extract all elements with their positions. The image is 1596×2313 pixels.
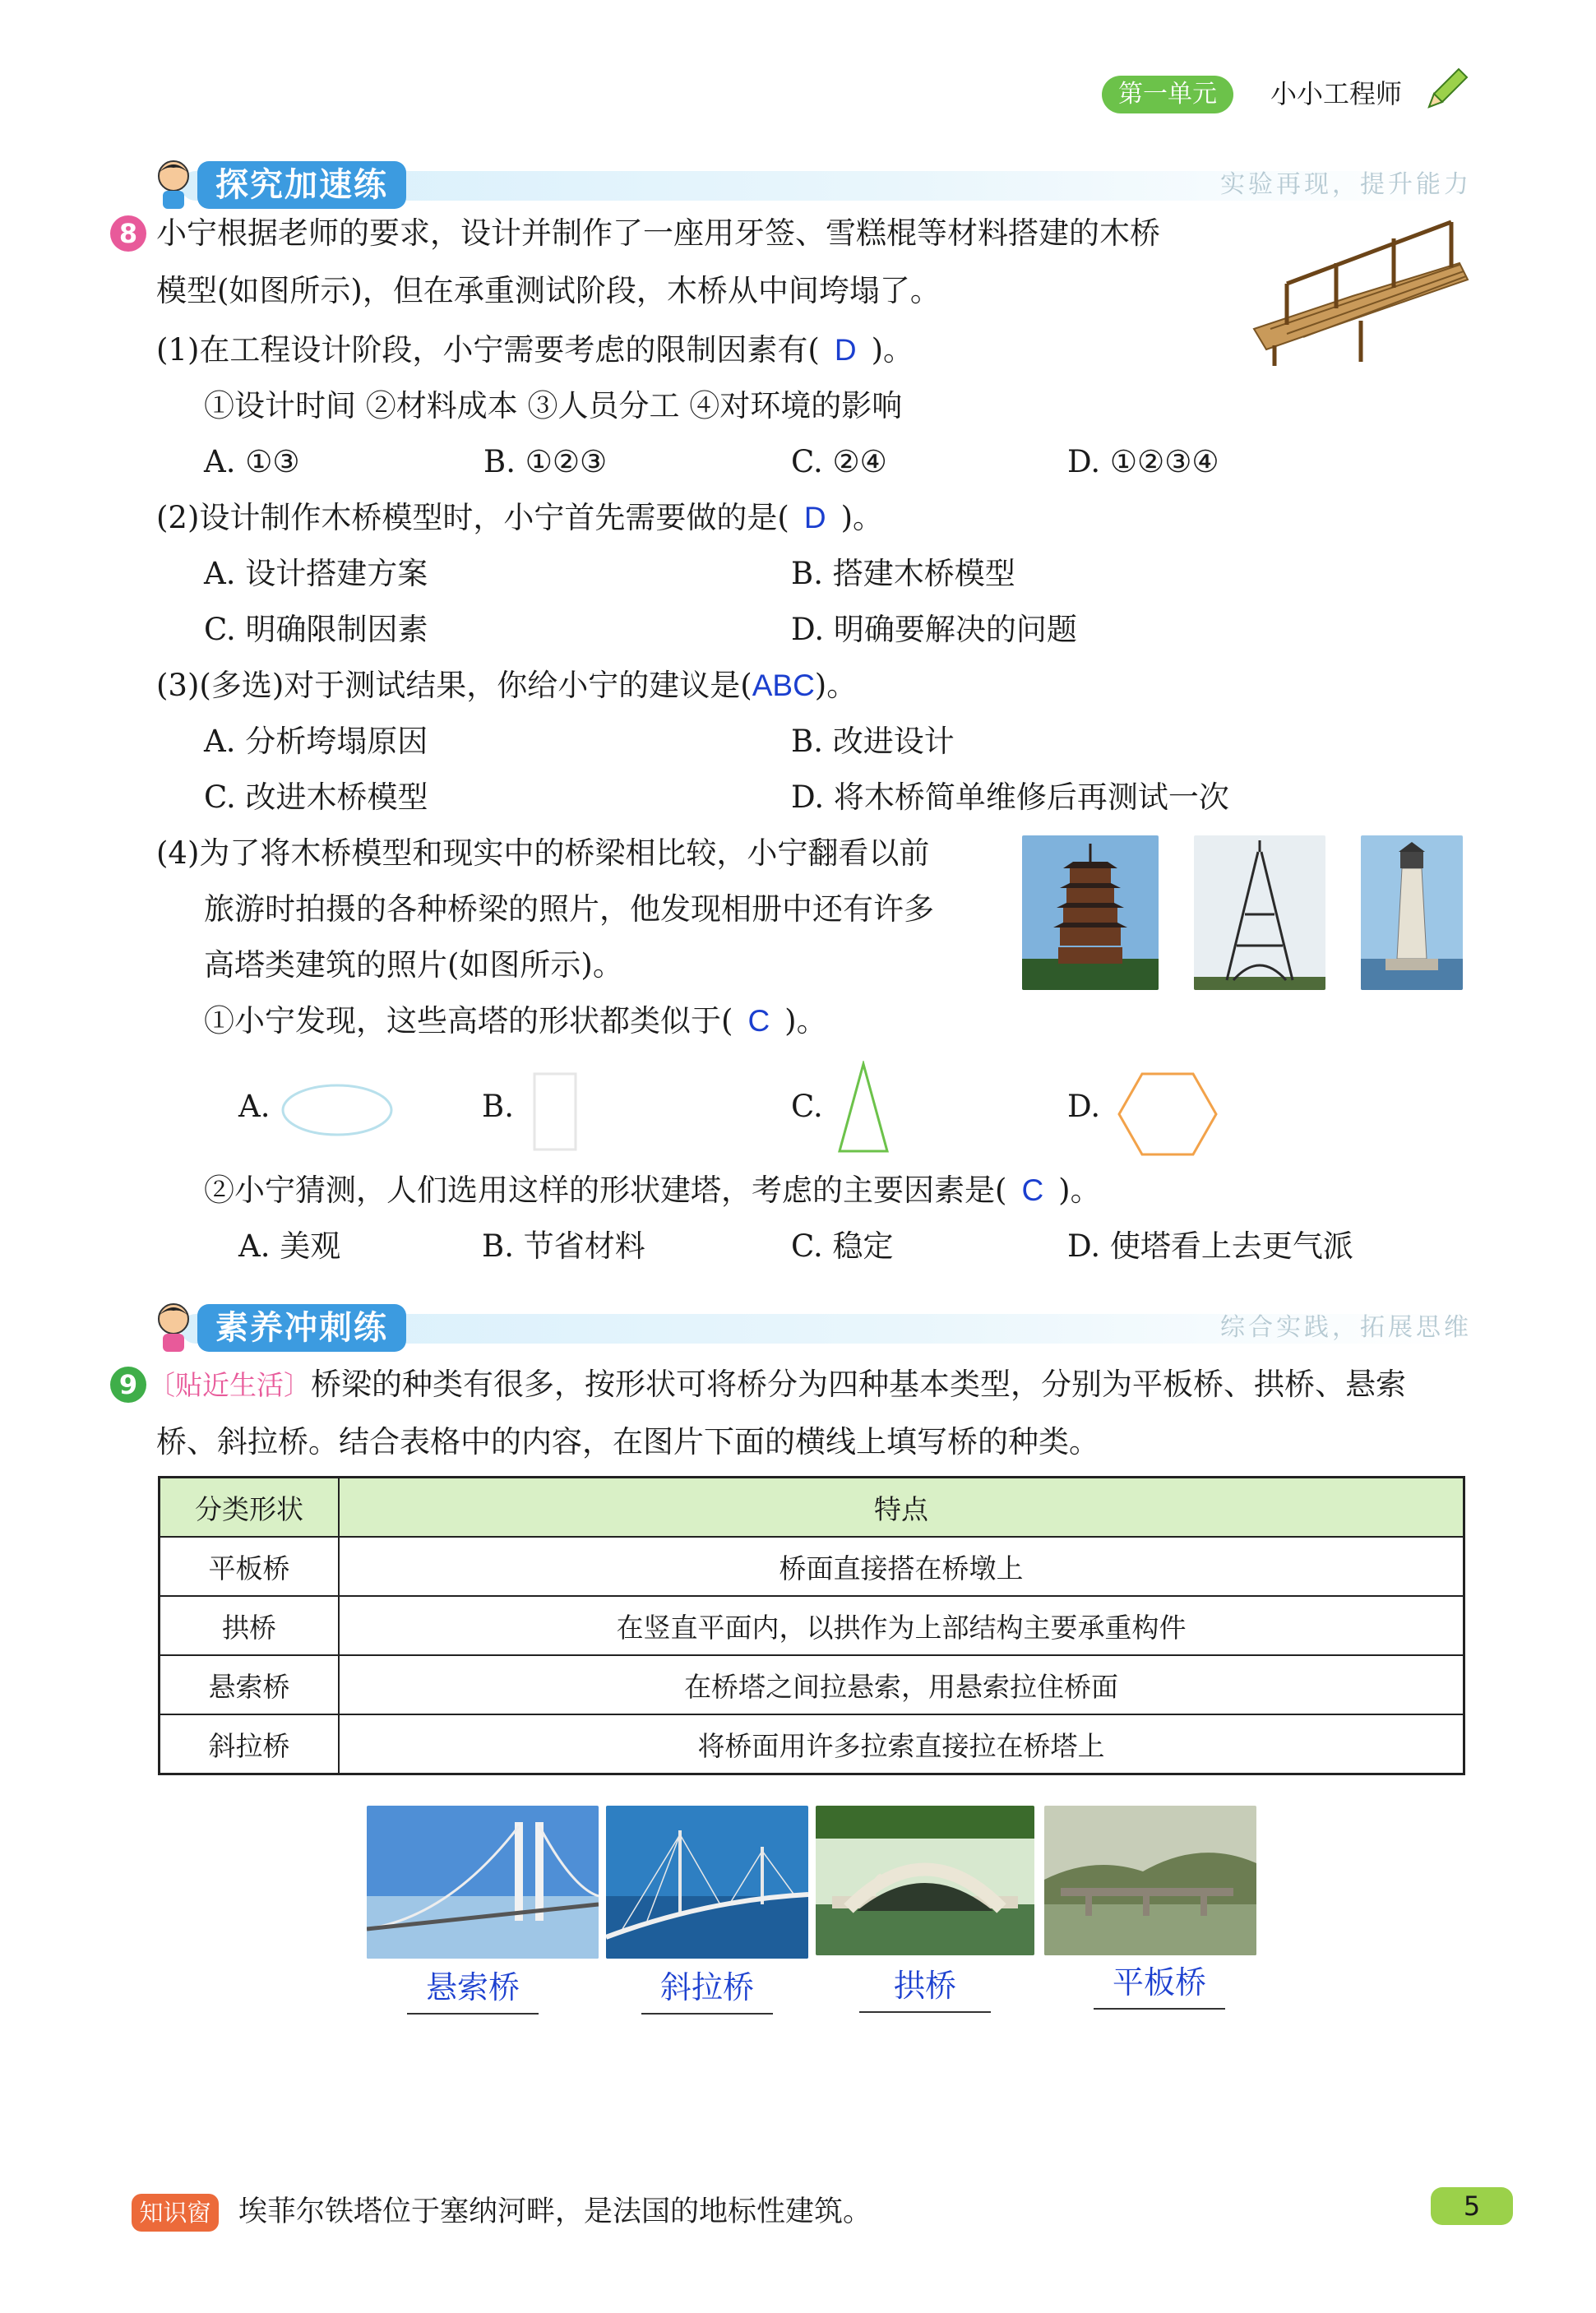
question-stem-line: 模型(如图所示)，但在承重测试阶段，木桥从中间垮塌了。	[156, 273, 941, 308]
table-cell: 平板桥	[160, 1537, 340, 1596]
bridge-feature-table	[158, 1476, 1465, 1775]
table-header: 分类形状	[160, 1478, 340, 1538]
section-subtitle: 实验再现，提升能力	[1220, 170, 1472, 199]
rectangle-shape-icon	[526, 1069, 584, 1154]
question-number: 8	[110, 215, 146, 252]
reason-question: ②小宁猜测，人们选用这样的形状建塔，考虑的主要因素是( C )。	[204, 1173, 1101, 1208]
option-a: A. 美观	[238, 1228, 341, 1264]
table-row	[160, 1537, 1464, 1596]
answer-text: ABC	[752, 668, 815, 702]
ellipse-shape-icon	[280, 1082, 395, 1138]
sub-question-1: (1)在工程设计阶段，小宁需要考虑的限制因素有( D )。	[156, 332, 914, 368]
table-header: 特点	[339, 1478, 1464, 1538]
table-cell: 将桥面用许多拉索直接拉在桥塔上	[339, 1714, 1464, 1774]
answer-blank-line	[859, 2011, 991, 2013]
option-d: D. 将木桥简单维修后再测试一次	[791, 779, 1229, 815]
sub-question-3: (3)(多选)对于测试结果，你给小宁的建议是(ABC)。	[156, 668, 858, 703]
shape-option-label: C.	[791, 1089, 823, 1124]
option-c: C. 明确限制因素	[204, 612, 428, 647]
table-cell: 桥面直接搭在桥墩上	[339, 1537, 1464, 1596]
shape-option-label: D.	[1067, 1089, 1101, 1124]
option-a: A. 设计搭建方案	[204, 556, 428, 591]
knowledge-text: 埃菲尔铁塔位于塞纳河畔，是法国的地标性建筑。	[238, 2195, 872, 2228]
option-b: B. 节省材料	[482, 1228, 645, 1264]
option-a: A. 分析垮塌原因	[204, 724, 428, 759]
option-b: B. ①②③	[483, 444, 608, 479]
question-number: 9	[110, 1367, 146, 1403]
factor-items: ①设计时间 ②材料成本 ③人员分工 ④对环境的影响	[204, 388, 903, 423]
section-banner-literacy	[115, 1299, 1472, 1357]
bridge-answer-beam: 平板桥	[1112, 1964, 1206, 2001]
shape-option-label: B.	[482, 1089, 514, 1124]
table-row	[160, 1714, 1464, 1774]
unit-badge: 第一单元	[1102, 76, 1233, 113]
answer-text: C	[1021, 1173, 1044, 1207]
option-c: C. ②④	[791, 444, 887, 479]
bridge-answer-arch: 拱桥	[893, 1968, 956, 2004]
option-d: D. 使塔看上去更气派	[1067, 1228, 1353, 1264]
sub-question-4-line: (4)为了将木桥模型和现实中的桥梁相比较，小宁翻看以前	[156, 835, 930, 871]
option-a: A. ①③	[204, 444, 300, 479]
section-title: 探究加速练	[197, 161, 406, 209]
sub-question-4-line: 旅游时拍摄的各种桥梁的照片，他发现相册中还有许多	[204, 891, 934, 927]
wooden-bridge-model-image	[1237, 206, 1476, 370]
sub-question-2: (2)设计制作木桥模型时，小宁首先需要做的是( D )。	[156, 500, 884, 535]
hexagon-shape-icon	[1114, 1069, 1221, 1159]
bridge-answer-suspension: 悬索桥	[425, 1969, 520, 2005]
shape-option-label: A.	[238, 1089, 271, 1124]
answer-text: D	[803, 501, 826, 534]
table-row	[160, 1596, 1464, 1655]
answer-blank-line	[1094, 2008, 1225, 2010]
table-cell: 拱桥	[160, 1596, 340, 1655]
table-cell: 悬索桥	[160, 1655, 340, 1714]
knowledge-window-badge: 知识窗	[132, 2194, 219, 2232]
question-stem-line: 〔贴近生活〕桥梁的种类有很多，按形状可将桥分为四种基本类型，分别为平板桥、拱桥、悬索	[148, 1367, 1406, 1402]
section-subtitle: 综合实践，拓展思维	[1220, 1313, 1472, 1342]
kid-mascot-icon	[148, 1299, 199, 1357]
eiffel-tower-photo	[1194, 835, 1325, 990]
option-d: D. ①②③④	[1067, 444, 1219, 479]
answer-blank-line	[407, 2013, 539, 2015]
answer-text: D	[834, 333, 857, 367]
option-c: C. 稳定	[791, 1228, 894, 1264]
lighthouse-photo	[1361, 835, 1463, 990]
section-title: 素养冲刺练	[197, 1304, 406, 1352]
cable-stayed-bridge-photo	[606, 1806, 808, 1959]
table-cell: 斜拉桥	[160, 1714, 340, 1774]
answer-blank-line	[641, 2013, 773, 2015]
bridge-answer-cable-stayed: 斜拉桥	[659, 1969, 754, 2005]
shape-question: ①小宁发现，这些高塔的形状都类似于( C )。	[204, 1003, 827, 1039]
beam-bridge-photo	[1044, 1806, 1256, 1955]
arch-bridge-photo	[816, 1806, 1034, 1955]
pencil-icon	[1423, 64, 1469, 113]
suspension-bridge-photo	[367, 1806, 599, 1959]
question-stem-line: 桥、斜拉桥。结合表格中的内容，在图片下面的横线上填写桥的种类。	[156, 1424, 1099, 1460]
option-b: B. 搭建木桥模型	[791, 556, 1015, 591]
unit-title: 小小工程师	[1270, 78, 1403, 109]
sub-question-4-line: 高塔类建筑的照片(如图所示)。	[204, 947, 623, 983]
context-tag: 〔贴近生活〕	[148, 1369, 311, 1401]
question-stem-line: 小宁根据老师的要求，设计并制作了一座用牙签、雪糕棍等材料搭建的木桥	[156, 215, 1160, 251]
triangle-shape-icon	[835, 1061, 892, 1156]
option-b: B. 改进设计	[791, 724, 955, 759]
option-c: C. 改进木桥模型	[204, 779, 428, 815]
kid-mascot-icon	[148, 156, 199, 214]
page-number: 5	[1431, 2187, 1513, 2225]
table-cell: 在桥塔之间拉悬索，用悬索拉住桥面	[339, 1655, 1464, 1714]
table-header-row	[160, 1478, 1464, 1538]
table-row	[160, 1655, 1464, 1714]
answer-text: C	[747, 1004, 770, 1038]
pagoda-photo	[1022, 835, 1159, 990]
option-d: D. 明确要解决的问题	[791, 612, 1077, 647]
table-cell: 在竖直平面内，以拱作为上部结构主要承重构件	[339, 1596, 1464, 1655]
